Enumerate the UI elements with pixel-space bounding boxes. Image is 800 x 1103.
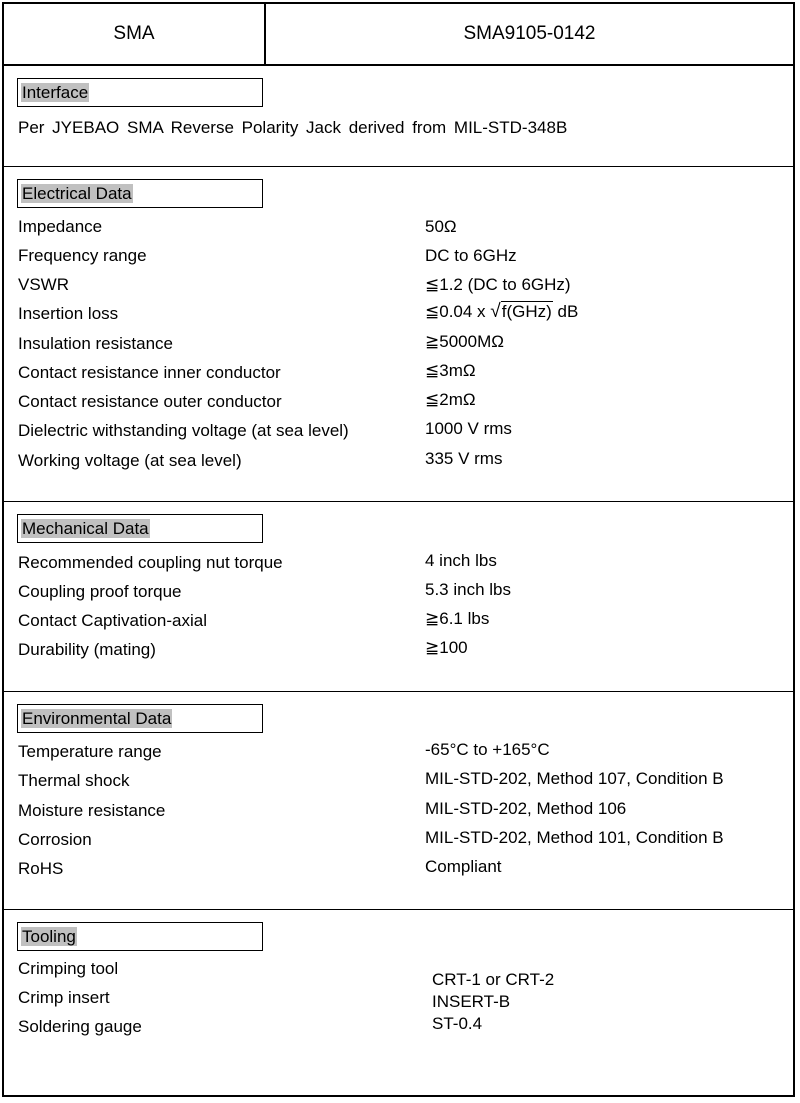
spec-value: MIL-STD-202, Method 106: [425, 799, 627, 818]
spec-label: Moisture resistance: [18, 801, 166, 820]
spec-label: Soldering gauge: [18, 1017, 142, 1036]
interface-section: [4, 66, 793, 167]
square-root: [490, 301, 552, 323]
spec-value: MIL-STD-202, Method 107, Condition B: [425, 769, 724, 788]
spec-value: DC to 6GHz: [425, 246, 517, 265]
formula-radicand: f(GHz): [501, 302, 552, 321]
spec-label: Frequency range: [18, 246, 147, 265]
section-title-box: [17, 922, 263, 951]
datasheet-header: [4, 4, 793, 66]
section-title-box: [17, 514, 263, 543]
section-title: Tooling: [22, 927, 76, 946]
datasheet-frame: [2, 2, 795, 1097]
formula-prefix: ≦0.04 x: [425, 302, 491, 321]
spec-value: -65°C to +165°C: [425, 740, 550, 759]
environmental-section: [4, 692, 793, 910]
spec-value: 1000 V rms: [425, 419, 512, 438]
tooling-section: [4, 910, 793, 1095]
spec-label: VSWR: [18, 275, 69, 294]
spec-label: Contact resistance outer conductor: [18, 392, 282, 411]
electrical-section: [4, 167, 793, 502]
spec-label: Impedance: [18, 217, 103, 236]
spec-value: CRT-1 or CRT-2: [432, 970, 555, 989]
spec-value: ≦2mΩ: [425, 390, 476, 409]
spec-label: Dielectric withstanding voltage (at sea level): [18, 421, 349, 440]
interface-description: Per JYEBAO SMA Reverse Polarity Jack derived from MIL-STD-348B: [18, 118, 568, 137]
spec-value: 4 inch lbs: [425, 551, 497, 570]
section-title: Mechanical Data: [22, 519, 149, 538]
spec-value: ≦1.2 (DC to 6GHz): [425, 275, 571, 294]
connector-family: SMA: [4, 4, 266, 64]
mechanical-section: [4, 502, 793, 692]
spec-value: 50Ω: [425, 217, 457, 236]
section-title: Electrical Data: [22, 184, 132, 203]
spec-value: ≦3mΩ: [425, 361, 476, 380]
spec-label: Coupling proof torque: [18, 582, 182, 601]
spec-value: ≧6.1 lbs: [425, 609, 490, 628]
spec-value: Compliant: [425, 857, 502, 876]
spec-label: Crimp insert: [18, 988, 110, 1007]
spec-value: INSERT-B: [432, 992, 511, 1011]
section-title-box: [17, 179, 263, 208]
section-title-box: [17, 78, 263, 107]
spec-value: ≧5000MΩ: [425, 332, 504, 351]
spec-label: Working voltage (at sea level): [18, 451, 242, 470]
spec-label: Insertion loss: [18, 304, 119, 323]
insertion-loss-formula: [425, 301, 578, 323]
spec-value: ST-0.4: [432, 1014, 483, 1033]
spec-label: Durability (mating): [18, 640, 156, 659]
spec-label: Crimping tool: [18, 959, 119, 978]
spec-label: Insulation resistance: [18, 334, 173, 353]
spec-value: ≧100: [425, 638, 468, 657]
spec-value: 5.3 inch lbs: [425, 580, 511, 599]
spec-label: Contact Captivation-axial: [18, 611, 207, 630]
spec-value: MIL-STD-202, Method 101, Condition B: [425, 828, 724, 847]
radical-sign-icon: √: [490, 301, 501, 322]
spec-label: Temperature range: [18, 742, 162, 761]
spec-label: Corrosion: [18, 830, 92, 849]
spec-label: Contact resistance inner conductor: [18, 363, 281, 382]
section-title: Interface: [22, 83, 89, 102]
part-number: SMA9105-0142: [463, 23, 596, 44]
section-title-box: [17, 704, 263, 733]
spec-label: Thermal shock: [18, 771, 130, 790]
spec-label: Recommended coupling nut torque: [18, 553, 283, 572]
formula-suffix: dB: [552, 302, 579, 321]
spec-value: 335 V rms: [425, 449, 503, 468]
spec-label: RoHS: [18, 859, 64, 878]
section-title: Environmental Data: [22, 709, 172, 728]
